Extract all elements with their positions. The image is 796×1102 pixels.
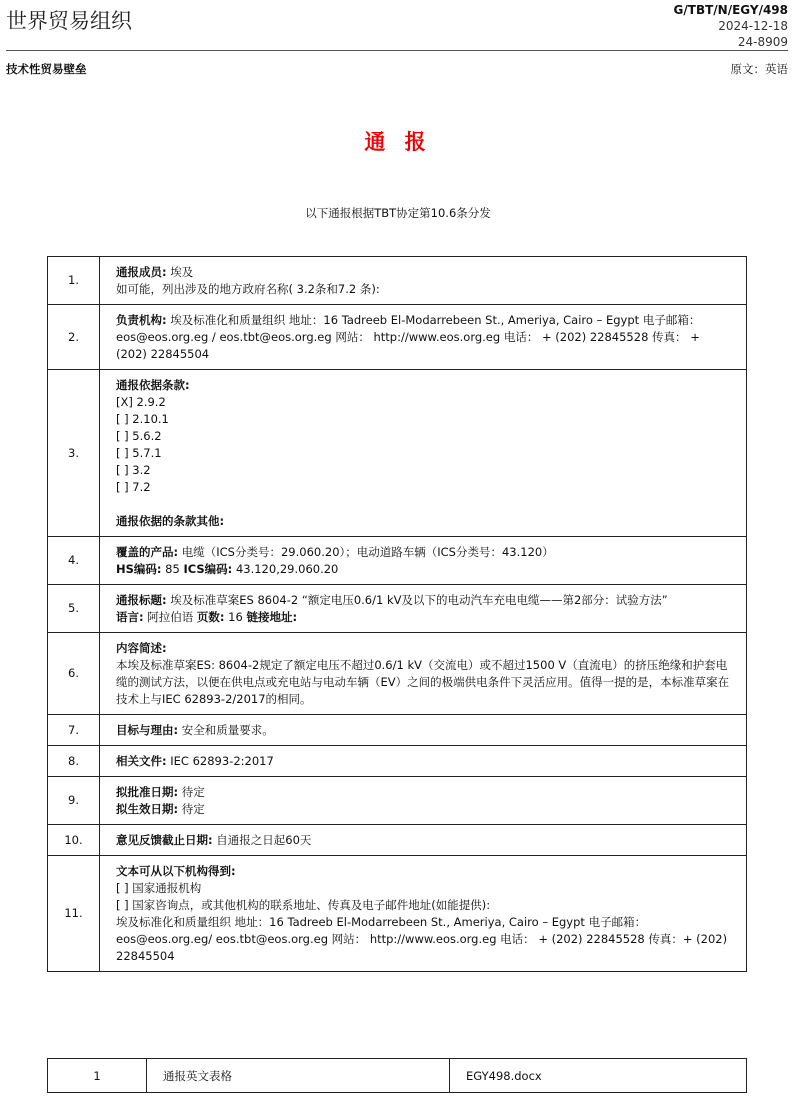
field-label: 意见反馈截止日期: — [116, 833, 213, 847]
row-number: 10. — [48, 825, 100, 856]
article-item: [ ] 7.2 — [116, 480, 151, 494]
header-divider — [6, 50, 788, 51]
table-row — [48, 585, 747, 633]
row-number: 5. — [48, 585, 100, 633]
field-label: 覆盖的产品: — [116, 545, 179, 559]
row-content — [100, 825, 747, 856]
field-label: 内容简述: — [116, 641, 167, 655]
row-number: 7. — [48, 715, 100, 746]
row-number: 9. — [48, 777, 100, 825]
row-content — [100, 257, 747, 305]
row-content — [100, 370, 747, 537]
language-value: 阿拉伯语 — [143, 610, 197, 624]
ics-label: ICS编码: — [183, 562, 233, 576]
table-row — [48, 777, 747, 825]
field-label: 负责机构: — [116, 313, 167, 327]
row-content — [100, 746, 747, 777]
table-row — [48, 1059, 747, 1093]
language-label: 语言: — [116, 610, 144, 624]
row-number: 11. — [48, 856, 100, 972]
table-row — [48, 825, 747, 856]
effective-date-label: 拟生效日期: — [116, 802, 179, 816]
row-content — [100, 537, 747, 585]
doc-number: 24-8909 — [737, 35, 788, 49]
approval-date-label: 拟批准日期: — [116, 785, 179, 799]
table-row — [48, 537, 747, 585]
attachment-table — [47, 1058, 747, 1093]
row-number: 6. — [48, 633, 100, 715]
row-number: 4. — [48, 537, 100, 585]
row-number: 1. — [48, 257, 100, 305]
row-number: 2. — [48, 305, 100, 370]
row-content — [100, 856, 747, 972]
attachment-description: 通报英文表格 — [147, 1059, 450, 1093]
approval-date-value: 待定 — [178, 785, 205, 799]
article-item: [ ] 3.2 — [116, 463, 151, 477]
page-subtitle: 以下通报根据TBT协定第10.6条分发 — [305, 206, 491, 220]
table-row — [48, 715, 747, 746]
table-row — [48, 305, 747, 370]
availability-option: [ ] 国家通报机构 — [116, 881, 202, 895]
row-content — [100, 633, 747, 715]
field-label: 相关文件: — [116, 754, 167, 768]
hs-label: HS编码: — [116, 562, 162, 576]
article-item: [X] 2.9.2 — [116, 395, 166, 409]
article-item: [ ] 5.7.1 — [116, 446, 162, 460]
link-label: 链接地址: — [246, 610, 298, 624]
field-value: 埃及 — [166, 265, 194, 279]
field-value: 自通报之日起60天 — [212, 833, 312, 847]
row-number: 8. — [48, 746, 100, 777]
field-value: 埃及标准化和质量组织 地址：16 Tadreeb El-Modarrebeen St., Ameriya, Cairo – Egypt 电子邮箱： eos@eos.org.eg / eos.tbt@eos.org.eg 网站： http://www.eos.org.eg 电话： + (202) 22845528 传真： + (202) 22845504 — [116, 313, 701, 361]
ics-value: 43.120,29.060.20 — [232, 562, 339, 576]
pages-value: 16 — [224, 610, 247, 624]
doc-date: 2024-12-18 — [718, 19, 788, 33]
field-label: 通报标题: — [116, 593, 167, 607]
table-row — [48, 370, 747, 537]
table-row — [48, 746, 747, 777]
field-label: 文本可从以下机构得到: — [116, 864, 236, 878]
availability-option: [ ] 国家咨询点，或其他机构的联系地址、传真及电子邮件地址(如能提供): — [116, 898, 491, 912]
field-value: 埃及标准草案ES 8604-2 “额定电压0.6/1 kV及以下的电动汽车充电电缆——第2部分：试验方法” — [166, 593, 668, 607]
doc-symbol: G/TBT/N/EGY/498 — [673, 3, 788, 17]
field-value: 安全和质量要求。 — [178, 723, 274, 737]
table-row — [48, 856, 747, 972]
article-item: [ ] 2.10.1 — [116, 412, 169, 426]
field-value: IEC 62893-2:2017 — [166, 754, 274, 768]
attachment-number: 1 — [48, 1059, 147, 1093]
effective-date-value: 待定 — [178, 802, 205, 816]
row-number: 3. — [48, 370, 100, 537]
field-label: 目标与理由: — [116, 723, 179, 737]
table-row — [48, 257, 747, 305]
notification-table — [47, 256, 747, 972]
row-content — [100, 715, 747, 746]
row-content — [100, 585, 747, 633]
spacer — [116, 496, 731, 513]
field-value: 本埃及标准草案ES: 8604-2规定了额定电压不超过0.6/1 kV（交流电）或不超过1500 V（直流电）的挤压绝缘和护套电缆的测试方法，以便在供电点或充电站与电动车辆（EV）之间的极端供电条件下灵活应用。值得一提的是，本标准草案在技术上与IEC 62893-2/2017的相同。 — [116, 658, 730, 706]
field-label: 通报成员: — [116, 265, 167, 279]
field-value: 电缆（ICS分类号：29.060.20）；电动道路车辆（ICS分类号：43.120） — [178, 545, 554, 559]
attachment-file-link[interactable]: EGY498.docx — [450, 1059, 747, 1093]
contact-details: 埃及标准化和质量组织 地址：16 Tadreeb El-Modarrebeen St., Ameriya, Cairo – Egypt 电子邮箱：eos@eos.org.eg/ eos.tbt@eos.org.eg 网站： http://www.eos.org.eg 电话： + (202) 22845528 传真：+ (202) 22845504 — [116, 915, 728, 963]
committee-name: 技术性贸易壁垒 — [6, 62, 87, 76]
row-content — [100, 305, 747, 370]
row-content — [100, 777, 747, 825]
article-item: [ ] 5.6.2 — [116, 429, 162, 443]
table-row — [48, 633, 747, 715]
page-title: 通 报 — [364, 130, 432, 154]
document-reference — [674, 2, 788, 50]
field-label: 通报依据条款: — [116, 378, 190, 392]
field-label: 通报依据的条款其他: — [116, 514, 225, 528]
wto-org-name: 世界贸易组织 — [6, 9, 132, 33]
pages-label: 页数: — [196, 610, 225, 624]
hs-value: 85 — [161, 562, 184, 576]
field-note: 如可能，列出涉及的地方政府名称( 3.2条和7.2 条): — [116, 282, 380, 296]
original-language: 原文：英语 — [730, 62, 788, 76]
